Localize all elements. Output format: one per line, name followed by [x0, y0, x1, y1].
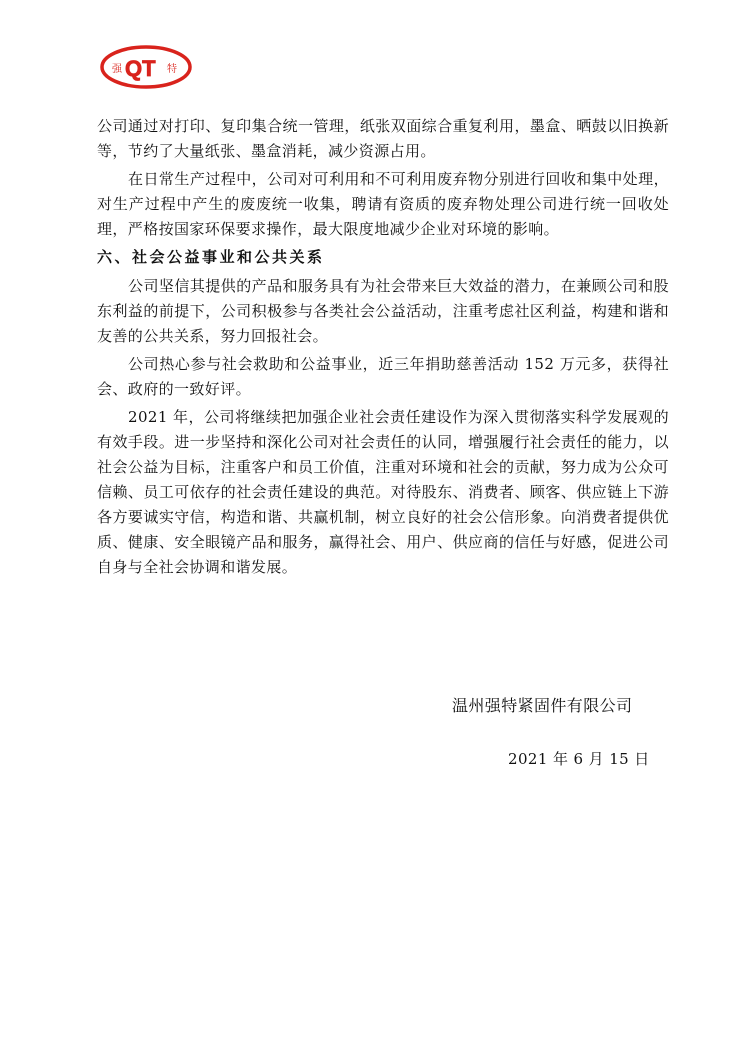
- company-logo: [100, 44, 192, 90]
- company-signature: 温州强特紧固件有限公司: [452, 696, 633, 715]
- paragraph-2021-plan: 2021 年，公司将继续把加强企业社会责任建设作为深入贯彻落实科学发展观的有效手段。进一步坚持和深化公司对社会责任的认同，增强履行社会责任的能力，以社会公益为目标，注重客户和员工价值，注重对环境和社会的贡献，努力成为公众可信赖、员工可依存的社会责任建设的典范。对待股东、消费者、顾客、供应链上下游各方要诚实守信，构造和谐、共赢机制，树立良好的社会公信形象。向消费者提供优质、健康、安全眼镜产品和服务，赢得社会、用户、供应商的信任与好感，促进公司自身与全社会协调和谐发展。: [97, 408, 669, 576]
- logo-char-left: 强: [112, 64, 122, 75]
- logo-char-right: 特: [167, 64, 177, 75]
- section-heading-public-welfare: 六、社会公益事业和公共关系: [97, 248, 325, 266]
- paragraph-resource-saving: 公司通过对打印、复印集合统一管理，纸张双面综合重复利用，墨盒、晒鼓以旧换新等，节约了大量纸张、墨盒消耗，减少资源占用。: [97, 117, 669, 160]
- paragraph-social-benefit: 公司坚信其提供的产品和服务具有为社会带来巨大效益的潜力，在兼顾公司和股东利益的前提下，公司积极参与各类社会公益活动，注重考虑社区利益，构建和谐和友善的公共关系，努力回报社会。: [97, 277, 669, 345]
- paragraph-waste-handling: 在日常生产过程中，公司对可利用和不可利用废弃物分别进行回收和集中处理，对生产过程中产生的废废统一收集，聘请有资质的废弃物处理公司进行统一回收处理，严格按国家环保要求操作，最大限度地减少企业对环境的影响。: [97, 170, 669, 238]
- document-date: 2021 年 6 月 15 日: [508, 750, 650, 768]
- document-body: [97, 114, 669, 583]
- logo-mark: QT: [125, 56, 156, 81]
- paragraph-charity: 公司热心参与社会救助和公益事业，近三年捐助慈善活动 152 万元多，获得社会、政府的一致好评。: [97, 355, 669, 398]
